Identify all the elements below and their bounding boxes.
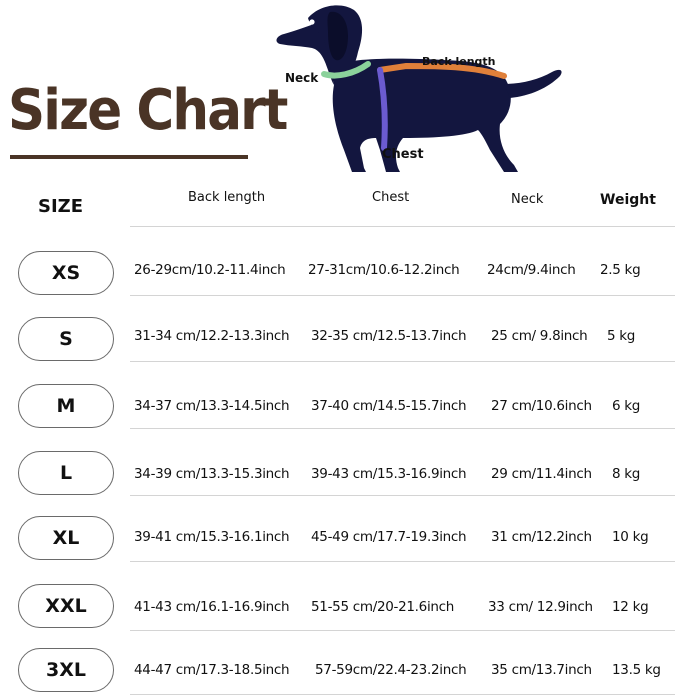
size-pill-3xl: 3XL xyxy=(18,648,114,692)
back-length-cell: 44-47 cm/17.3-18.5inch xyxy=(134,662,290,678)
neck-cell: 33 cm/ 12.9inch xyxy=(488,599,593,615)
header-weight: Weight xyxy=(600,192,656,208)
row-divider xyxy=(130,226,675,227)
neck-cell: 27 cm/10.6inch xyxy=(491,398,592,414)
title-underline xyxy=(10,155,248,159)
size-pill-xl: XL xyxy=(18,516,114,560)
row-divider xyxy=(130,495,675,496)
chest-cell: 27-31cm/10.6-12.2inch xyxy=(308,262,460,278)
header-chest: Chest xyxy=(372,190,410,205)
row-divider xyxy=(130,295,675,296)
dog-eye xyxy=(309,19,314,24)
dog-tail xyxy=(504,70,562,98)
page-title: Size Chart xyxy=(8,78,287,143)
chest-cell: 39-43 cm/15.3-16.9inch xyxy=(311,466,467,482)
weight-cell: 2.5 kg xyxy=(600,262,641,278)
weight-cell: 8 kg xyxy=(612,466,641,482)
weight-cell: 6 kg xyxy=(612,398,641,414)
weight-cell: 5 kg xyxy=(607,328,636,344)
back-length-cell: 26-29cm/10.2-11.4inch xyxy=(134,262,286,278)
chest-label: Chest xyxy=(382,147,424,162)
row-divider xyxy=(130,561,675,562)
chest-cell: 45-49 cm/17.7-19.3inch xyxy=(311,529,467,545)
chest-cell: 51-55 cm/20-21.6inch xyxy=(311,599,455,615)
size-pill-xs: XS xyxy=(18,251,114,295)
back-length-label: Back length xyxy=(422,55,496,68)
back-length-cell: 31-34 cm/12.2-13.3inch xyxy=(134,328,290,344)
back-length-cell: 34-39 cm/13.3-15.3inch xyxy=(134,466,290,482)
chest-cell: 37-40 cm/14.5-15.7inch xyxy=(311,398,467,414)
dog-body xyxy=(333,59,518,172)
weight-cell: 10 kg xyxy=(612,529,649,545)
chest-cell: 57-59cm/22.4-23.2inch xyxy=(315,662,467,678)
size-pill-m: M xyxy=(18,384,114,428)
back-length-cell: 39-41 cm/15.3-16.1inch xyxy=(134,529,290,545)
neck-cell: 31 cm/12.2inch xyxy=(491,529,592,545)
row-divider xyxy=(130,428,675,429)
back-length-cell: 41-43 cm/16.1-16.9inch xyxy=(134,599,290,615)
row-divider xyxy=(130,694,675,695)
weight-cell: 13.5 kg xyxy=(612,662,661,678)
size-pill-xxl: XXL xyxy=(18,584,114,628)
row-divider xyxy=(130,361,675,362)
neck-cell: 35 cm/13.7inch xyxy=(491,662,592,678)
header-size: SIZE xyxy=(38,196,84,217)
neck-cell: 25 cm/ 9.8inch xyxy=(491,328,588,344)
weight-cell: 12 kg xyxy=(612,599,649,615)
size-pill-l: L xyxy=(18,451,114,495)
header-neck: Neck xyxy=(511,192,544,207)
neck-cell: 29 cm/11.4inch xyxy=(491,466,592,482)
neck-cell: 24cm/9.4inch xyxy=(487,262,576,278)
back-length-cell: 34-37 cm/13.3-14.5inch xyxy=(134,398,290,414)
header-back-length: Back length xyxy=(188,190,266,205)
row-divider xyxy=(130,630,675,631)
chest-cell: 32-35 cm/12.5-13.7inch xyxy=(311,328,467,344)
neck-label: Neck xyxy=(285,71,319,85)
size-pill-s: S xyxy=(18,317,114,361)
